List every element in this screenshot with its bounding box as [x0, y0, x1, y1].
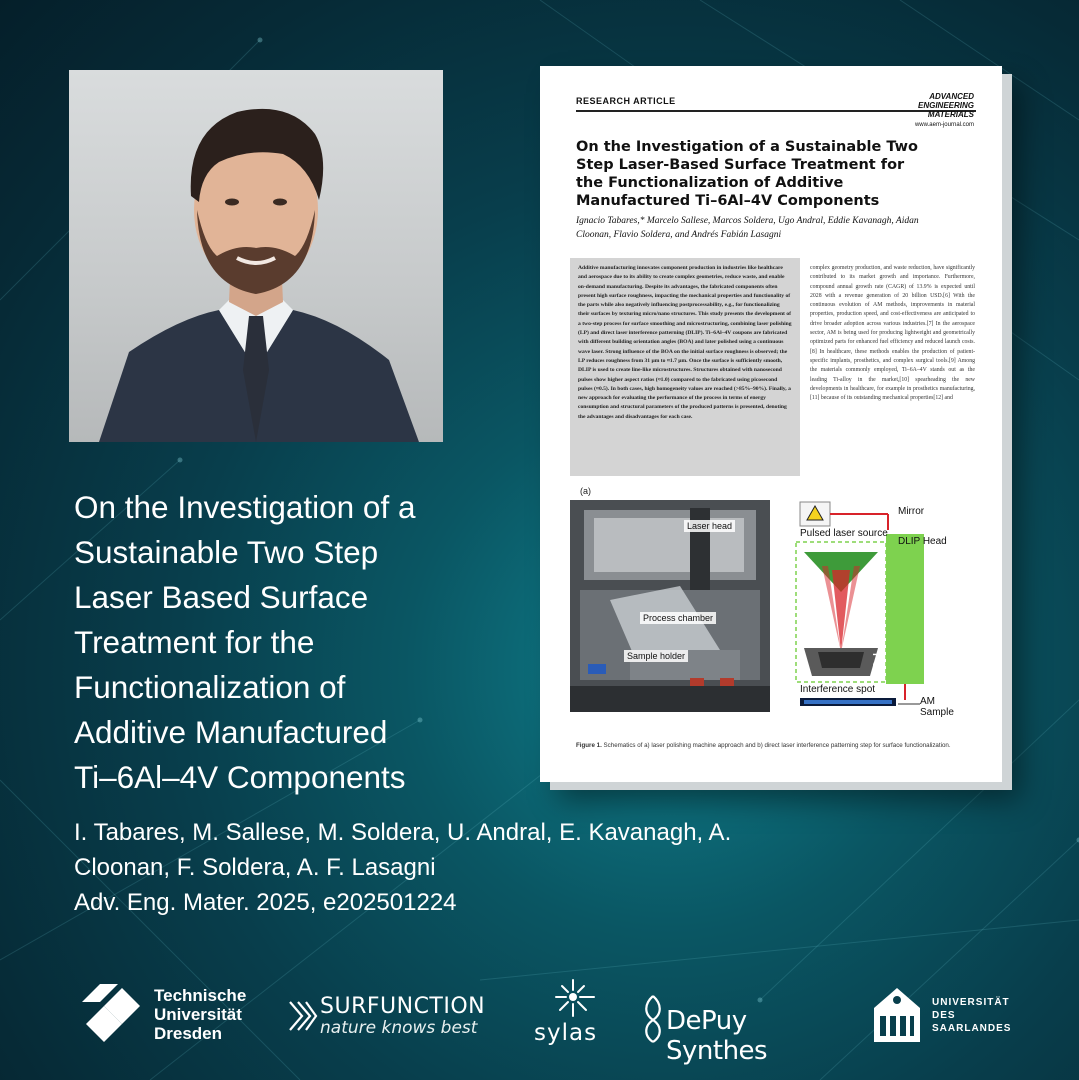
surfunction-tagline: nature knows best	[320, 1018, 478, 1038]
paper-page	[540, 66, 1002, 782]
figure-a-machine-photo	[570, 500, 770, 712]
depuy-synthes-mark-icon	[642, 994, 664, 1044]
figure-a-label: Sample holder	[624, 650, 688, 662]
journal-logo-line: ENGINEERING	[917, 101, 974, 110]
saarland-university-name-line: UNIVERSITÄT	[932, 997, 1010, 1008]
headline-line: Ti–6Al–4V Components	[74, 759, 406, 795]
tu-dresden-logo	[82, 970, 282, 1060]
figure-b-label: Mirror	[898, 506, 925, 517]
depuy-synthes-logo	[642, 970, 852, 1066]
journal-reference: Adv. Eng. Mater. 2025, e202501224	[74, 889, 457, 916]
surfunction-name: SURFUNCTION	[320, 994, 486, 1019]
saarland-university-name	[932, 996, 1011, 1035]
surfunction-logo	[288, 970, 518, 1060]
surfunction-mark-icon	[288, 996, 318, 1036]
journal-url: www.aem-journal.com	[914, 122, 974, 128]
figure-tag-a: (a)	[580, 486, 591, 496]
machine-illustration	[570, 500, 770, 712]
figure-caption	[576, 742, 976, 750]
paper-preview	[540, 66, 1005, 786]
headline-line: Additive Manufactured	[74, 714, 388, 750]
authors-line: Cloonan, F. Soldera, A. F. Lasagni	[74, 854, 436, 881]
author-portrait	[69, 70, 443, 442]
tu-dresden-name-line: Dresden	[154, 1024, 223, 1043]
paper-body-text: complex geometry production, and waste reduction, have significantly contributed to its market growth and importance. Furthermore, compound annual growth rate (CAGR) of 13.9% is expected until 2028 with a revenue generation of 20 billion USD.[6] With the continuous evolution of AM methods, improvements in material properties, production speed, and cost-effectiveness are anticipated to drive broader adoption across various industries.[7] In the aerospace sector, AM is being used for producing lightweight and geometrically optimized parts for enhanced fuel efficiency and reduced launch costs.[8] In healthcare, these methods enables the production of patient-specific implants, prosthetics, and complex surgical tools.[9] Among the materials commonly employed, Ti–6A–4V stands out as the leading Ti-alloy in the market,[10] spearheading the new developments in healthcare, for example in prosthetics manufacturing,[11] because of its outstanding mechanical properties[12] and	[810, 265, 975, 402]
sylas-logo	[534, 970, 624, 1060]
figure-caption-label: Figure 1.	[576, 742, 602, 749]
headline-line: Sustainable Two Step	[74, 534, 379, 570]
figure-b-label: Interference spot	[800, 684, 876, 695]
depuy-synthes-name: DePuy Synthes	[666, 1006, 768, 1066]
portrait-illustration	[69, 70, 443, 442]
headline-line: Treatment for the	[74, 624, 315, 660]
journal-logo	[918, 92, 974, 119]
authors-line: I. Tabares, M. Sallese, M. Soldera, U. Andral, E. Kavanagh, A.	[74, 819, 732, 846]
paper-section-label: RESEARCH ARTICLE	[576, 96, 676, 106]
saarland-university-name-line: SAARLANDES	[932, 1023, 1012, 1034]
citation-block	[74, 815, 994, 920]
paper-header-rule	[576, 110, 976, 112]
figure-b-label: Pulsed laser source	[800, 528, 888, 539]
paper-authors: Ignacio Tabares,* Marcelo Sallese, Marcos Soldera, Ugo Andral, Eddie Kavanagh, Aidan Cloonan, Flavio Soldera, and Andrés Fabián Lasagni	[576, 216, 919, 240]
tu-dresden-name-line: Technische	[154, 986, 247, 1005]
figure-b-label: AM Sample	[920, 696, 954, 718]
figure-caption-text: Schematics of a) laser polishing machine approach and b) direct laser interference patterning step for surface functionalization.	[603, 742, 951, 749]
figure-a-label: Process chamber	[640, 612, 716, 624]
saarland-university-logo	[870, 970, 1030, 1060]
article-headline	[74, 485, 524, 800]
sylas-name: sylas	[534, 1020, 598, 1046]
saarland-university-name-line: DES	[932, 1010, 956, 1021]
tu-dresden-mark-icon	[82, 984, 144, 1046]
headline-line: Laser Based Surface	[74, 579, 369, 615]
figure-b-dlip-schematic	[770, 500, 970, 718]
elipsys-label: ELIPSYS	[870, 600, 886, 673]
paper-title: On the Investigation of a Sustainable Two Step Laser-Based Surface Treatment for the Functionalization of Additive Manufactured Ti–6Al–4V Components	[576, 139, 918, 209]
saarland-crest-icon	[870, 986, 924, 1046]
journal-logo-line: MATERIALS	[927, 110, 974, 119]
tu-dresden-name-line: Universität	[154, 1005, 242, 1024]
figure-b-label: DLIP Head	[898, 536, 947, 547]
headline-line: On the Investigation of a	[74, 489, 416, 525]
figure-a-label: Laser head	[684, 520, 735, 532]
sylas-sun-icon	[538, 976, 608, 1026]
paper-abstract: Additive manufacturing innovates component production in industries like healthcare and aerospace due to its ability to create complex geometries, reduce waste, and enable on-demand manufacturing. Despite its advantages, the fabricated components often present high surface roughness, impacting the mechanical properties and functionality of the parts while also negatively influencing postprocessability, e.g., for functionalizing their surfaces by texturing micro/nano structures. This study presents the development of a two-step process for surface smoothing and microstructuring, combining laser polishing (LP) and direct laser interference patterning (DLIP). Ti–6Al–4V coupons are fabricated with different building orientation angles (BOA) and later polished using a continuous wave laser. Strong influence of the BOA on the initial surface roughness is observed; the LP reduces roughness from 31 µm to ≈1.7 µm. Once the surface is sufficiently smooth, DLIP is used to create line-like microstructures. Structures obtained with nanosecond pulses show higher aspect ratios (≈1.0) compared to the fabricated using picosecond pulses (≈0.5). In both cases, high homogeneity values are reached (>85%–90%). Finally, a new approach for evaluating the performance of the process in terms of energy consumption and structural parameters of the produced patterns is presented, denoting the advantages and disadvantages for each case.	[570, 258, 800, 476]
headline-line: Functionalization of	[74, 669, 346, 705]
tu-dresden-name	[154, 986, 246, 1043]
journal-logo-line: ADVANCED	[929, 92, 974, 101]
partner-logos	[0, 970, 1079, 1066]
